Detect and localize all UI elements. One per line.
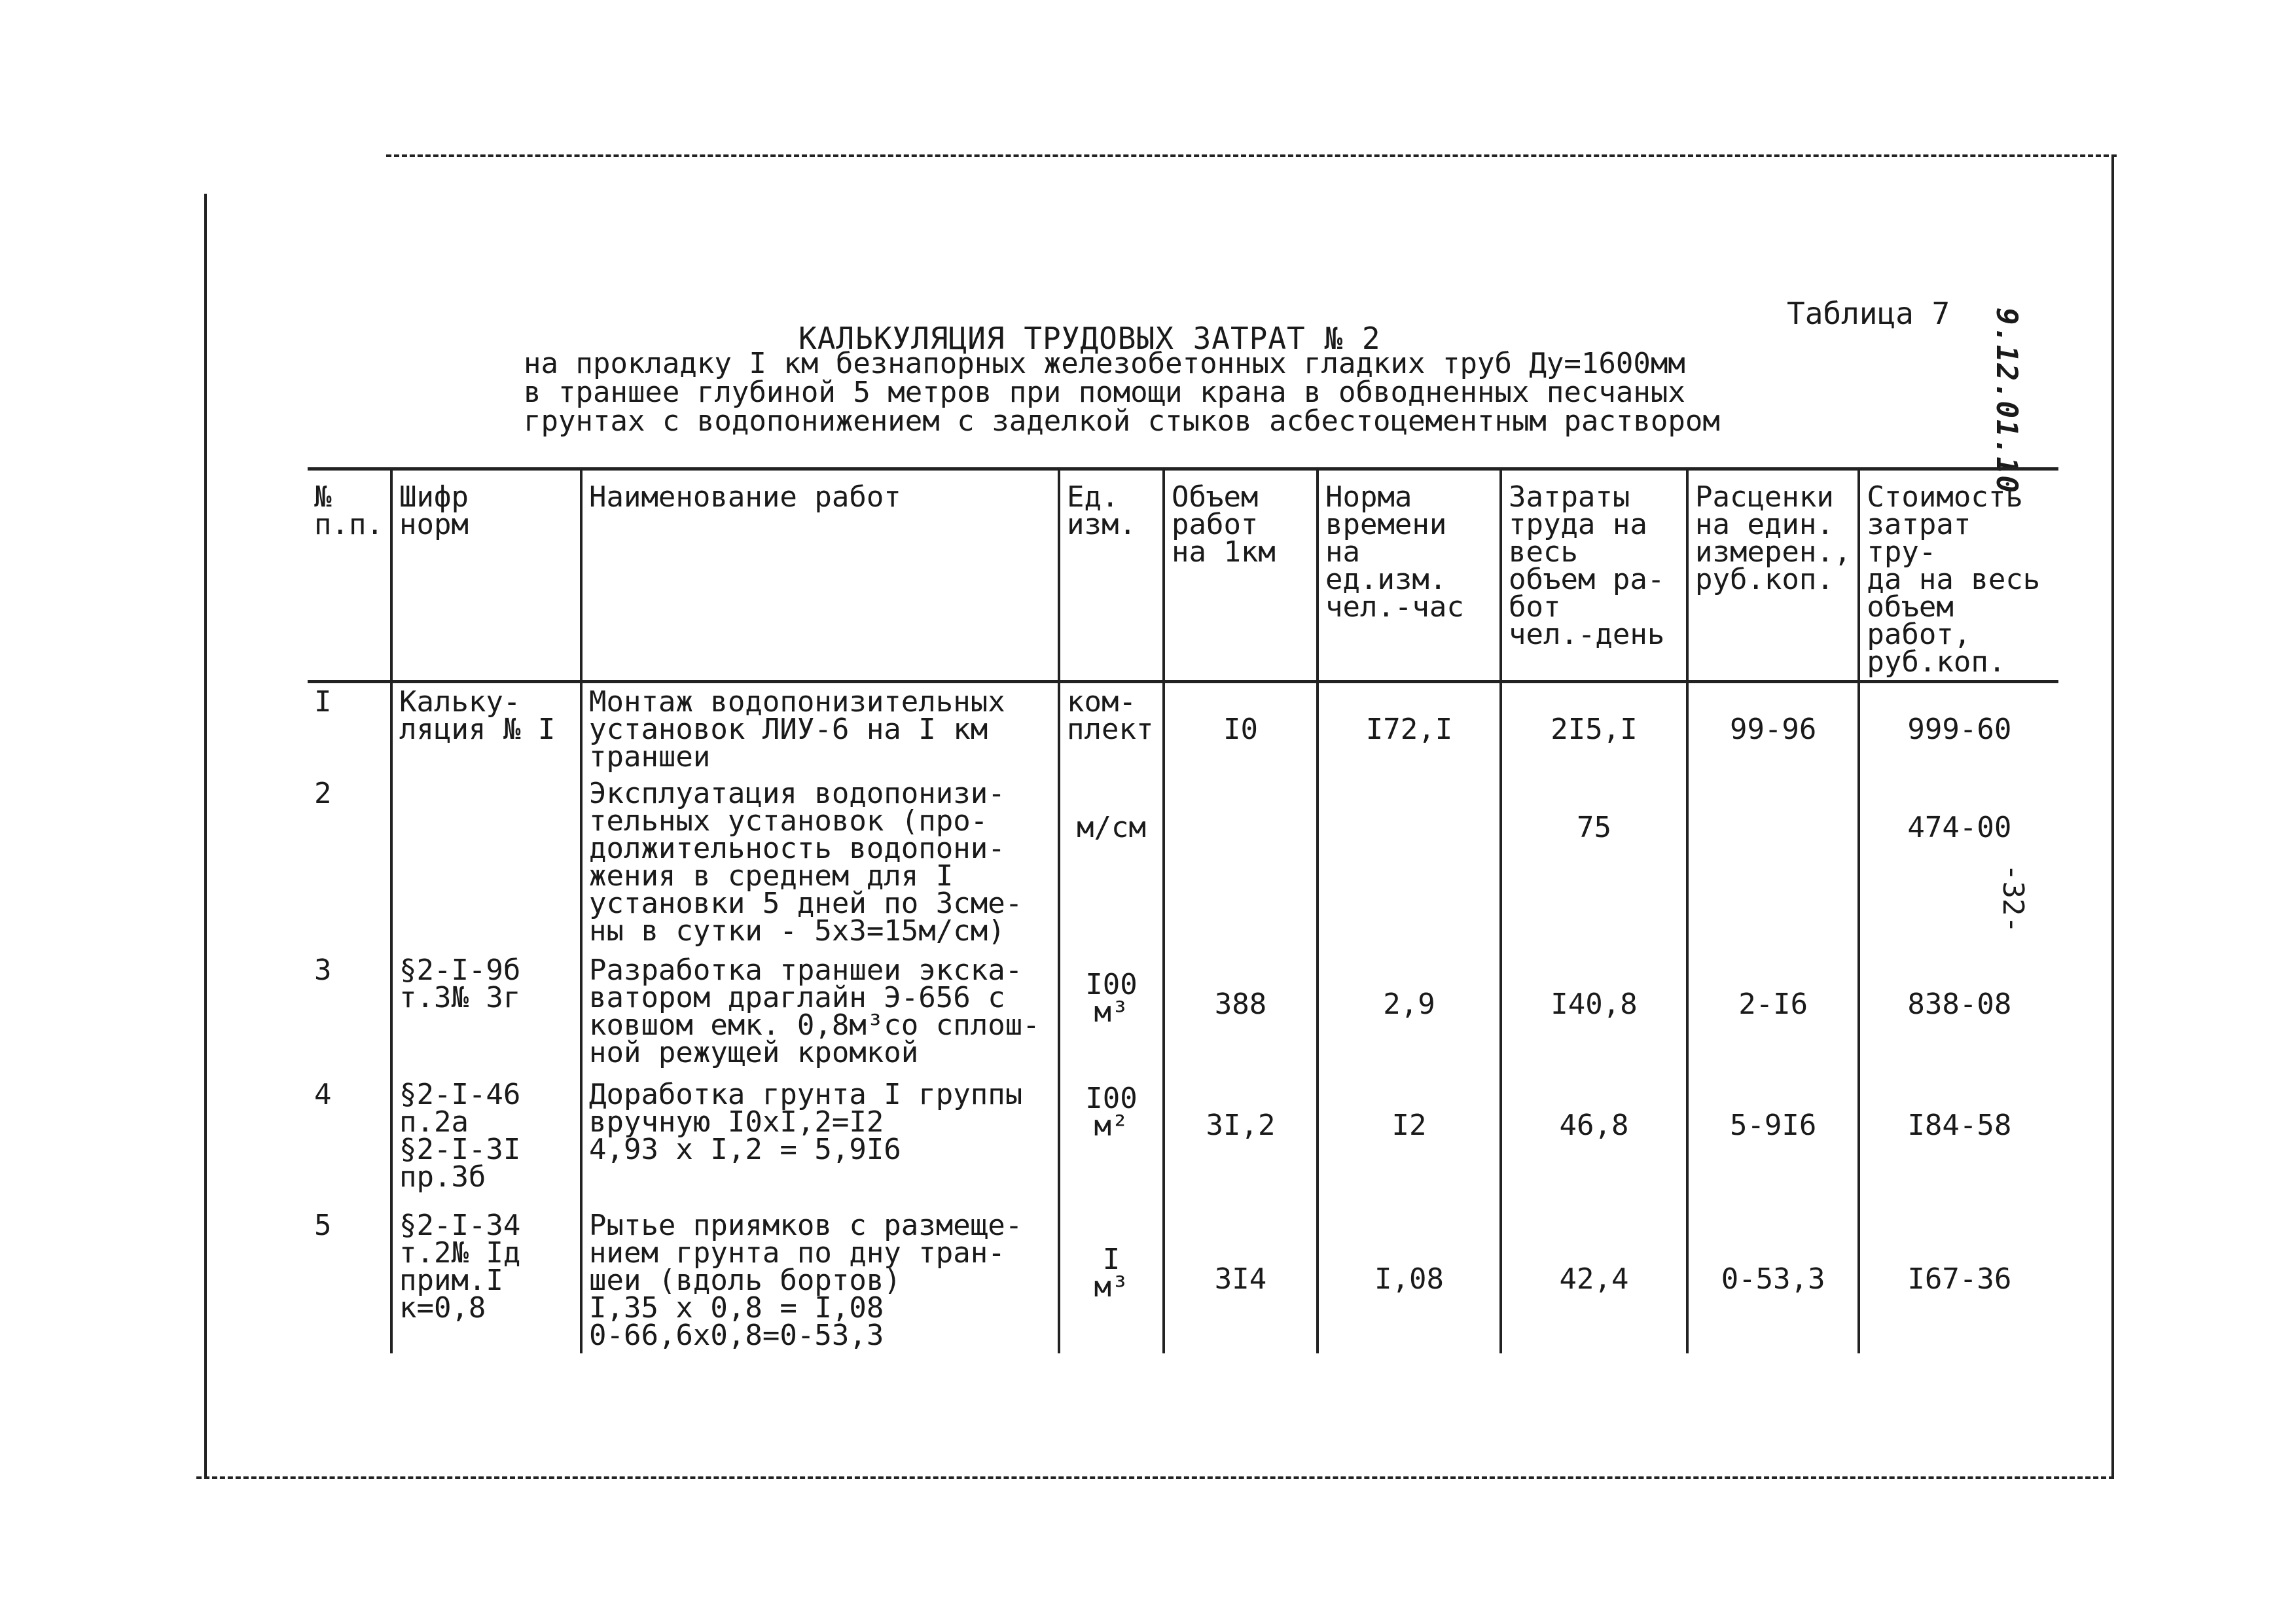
subtitle-line: на прокладку I км безнапорных железобетонных гладких труб Ду=1600мм — [524, 347, 1685, 380]
table-row — [308, 1076, 2058, 1207]
cell-name: Эксплуатация водопонизи- тельных установок (про- должительность водопони- жения в среднем для I установки 5 дней по 3сме- ны в сутки - 5х3=15м/см) — [581, 775, 1059, 952]
subtitle-line: грунтах с водопонижением с заделкой стыков асбестоцементным раствором — [524, 404, 1720, 438]
table-row — [308, 952, 2058, 1076]
header-rate: Расценки на един. измерен., руб.коп. — [1687, 469, 1859, 682]
document-code: 9.12.01.10 — [1990, 308, 2023, 494]
cell-rate — [1687, 775, 1859, 952]
table-row — [308, 775, 2058, 952]
cell-rate: 99-96 — [1687, 682, 1859, 776]
frame-left-border — [204, 194, 207, 1479]
header-code: Шифр норм — [391, 469, 581, 682]
document-title: КАЛЬКУЛЯЦИЯ ТРУДОВЫХ ЗАТРАТ № 2 — [798, 321, 1381, 356]
cell-volume: 388 — [1164, 952, 1318, 1076]
cell-volume: I0 — [1164, 682, 1318, 776]
cell-volume: 3I,2 — [1164, 1076, 1318, 1207]
cell-name: Рытье приямков с размеще- нием грунта по дну тран- шеи (вдоль бортов) I,35 х 0,8 = I,08 0-66,6х0,8=0-53,3 — [581, 1207, 1059, 1353]
cell-unit: I00 м² — [1059, 1076, 1164, 1207]
document-subtitle — [524, 349, 1720, 436]
cell-volume — [1164, 775, 1318, 952]
cell-unit: I м³ — [1059, 1207, 1164, 1353]
cell-cost: 474-00 — [1859, 775, 2058, 952]
cell-rate: 5-9I6 — [1687, 1076, 1859, 1207]
cell-code: §2-I-46 п.2а §2-I-3I пр.3б — [391, 1076, 581, 1207]
cell-code: Кальку- ляция № I — [391, 682, 581, 776]
cell-norm: 2,9 — [1318, 952, 1501, 1076]
cell-labor: 75 — [1501, 775, 1687, 952]
header-norm: Норма времени на ед.изм. чел.-час — [1318, 469, 1501, 682]
cell-labor: 42,4 — [1501, 1207, 1687, 1353]
frame-top-border — [386, 154, 2117, 157]
cell-name: Разработка траншеи экска- ватором драглайн Э-656 с ковшом емк. 0,8м³со сплош- ной режущей кромкой — [581, 952, 1059, 1076]
cell-volume: 3I4 — [1164, 1207, 1318, 1353]
cell-name: Доработка грунта I группы вручную I0хI,2=I2 4,93 х I,2 = 5,9I6 — [581, 1076, 1059, 1207]
cell-name: Монтаж водопонизительных установок ЛИУ-6 на I км траншеи — [581, 682, 1059, 776]
header-cost: Стоимость затрат тру- да на весь объем работ, руб.коп. — [1859, 469, 2058, 682]
table-label: Таблица 7 — [1787, 296, 1950, 331]
subtitle-line: в траншее глубиной 5 метров при помощи крана в обводненных песчаных — [524, 376, 1685, 409]
cell-code — [391, 775, 581, 952]
cell-rate: 0-53,3 — [1687, 1207, 1859, 1353]
header-name: Наименование работ — [581, 469, 1059, 682]
cell-cost: I84-58 — [1859, 1076, 2058, 1207]
cell-no: I — [314, 685, 332, 719]
page-number: -32- — [1996, 864, 2030, 933]
header-labor: Затраты труда на весь объем ра- бот чел.-день — [1501, 469, 1687, 682]
table-header-row — [308, 469, 2058, 682]
table-row — [308, 1207, 2058, 1353]
cell-code: §2-I-9б т.3№ 3г — [391, 952, 581, 1076]
cell-unit: м/см — [1059, 775, 1164, 952]
cell-unit: I00 м³ — [1059, 952, 1164, 1076]
cell-norm: I,08 — [1318, 1207, 1501, 1353]
cell-no: 5 — [314, 1209, 332, 1242]
cell-cost: I67-36 — [1859, 1207, 2058, 1353]
cell-no: 3 — [314, 954, 332, 987]
cell-unit: ком- плект — [1059, 682, 1164, 776]
table-row — [308, 682, 2058, 776]
cell-cost: 838-08 — [1859, 952, 2058, 1076]
labor-cost-table — [308, 467, 2058, 1353]
header-no: № п.п. — [314, 480, 384, 541]
cell-no: 4 — [314, 1078, 332, 1111]
cell-norm: I72,I — [1318, 682, 1501, 776]
header-unit: Ед. изм. — [1059, 469, 1164, 682]
cell-rate: 2-I6 — [1687, 952, 1859, 1076]
frame-bottom-border — [196, 1476, 2114, 1479]
cell-norm — [1318, 775, 1501, 952]
cell-norm: I2 — [1318, 1076, 1501, 1207]
cell-labor: 2I5,I — [1501, 682, 1687, 776]
frame-right-border — [2111, 157, 2114, 1479]
cell-code: §2-I-34 т.2№ Iд прим.I к=0,8 — [391, 1207, 581, 1353]
header-volume: Объем работ на 1км — [1164, 469, 1318, 682]
cell-cost: 999-60 — [1859, 682, 2058, 776]
cell-labor: I40,8 — [1501, 952, 1687, 1076]
cell-no: 2 — [314, 777, 332, 810]
cell-labor: 46,8 — [1501, 1076, 1687, 1207]
